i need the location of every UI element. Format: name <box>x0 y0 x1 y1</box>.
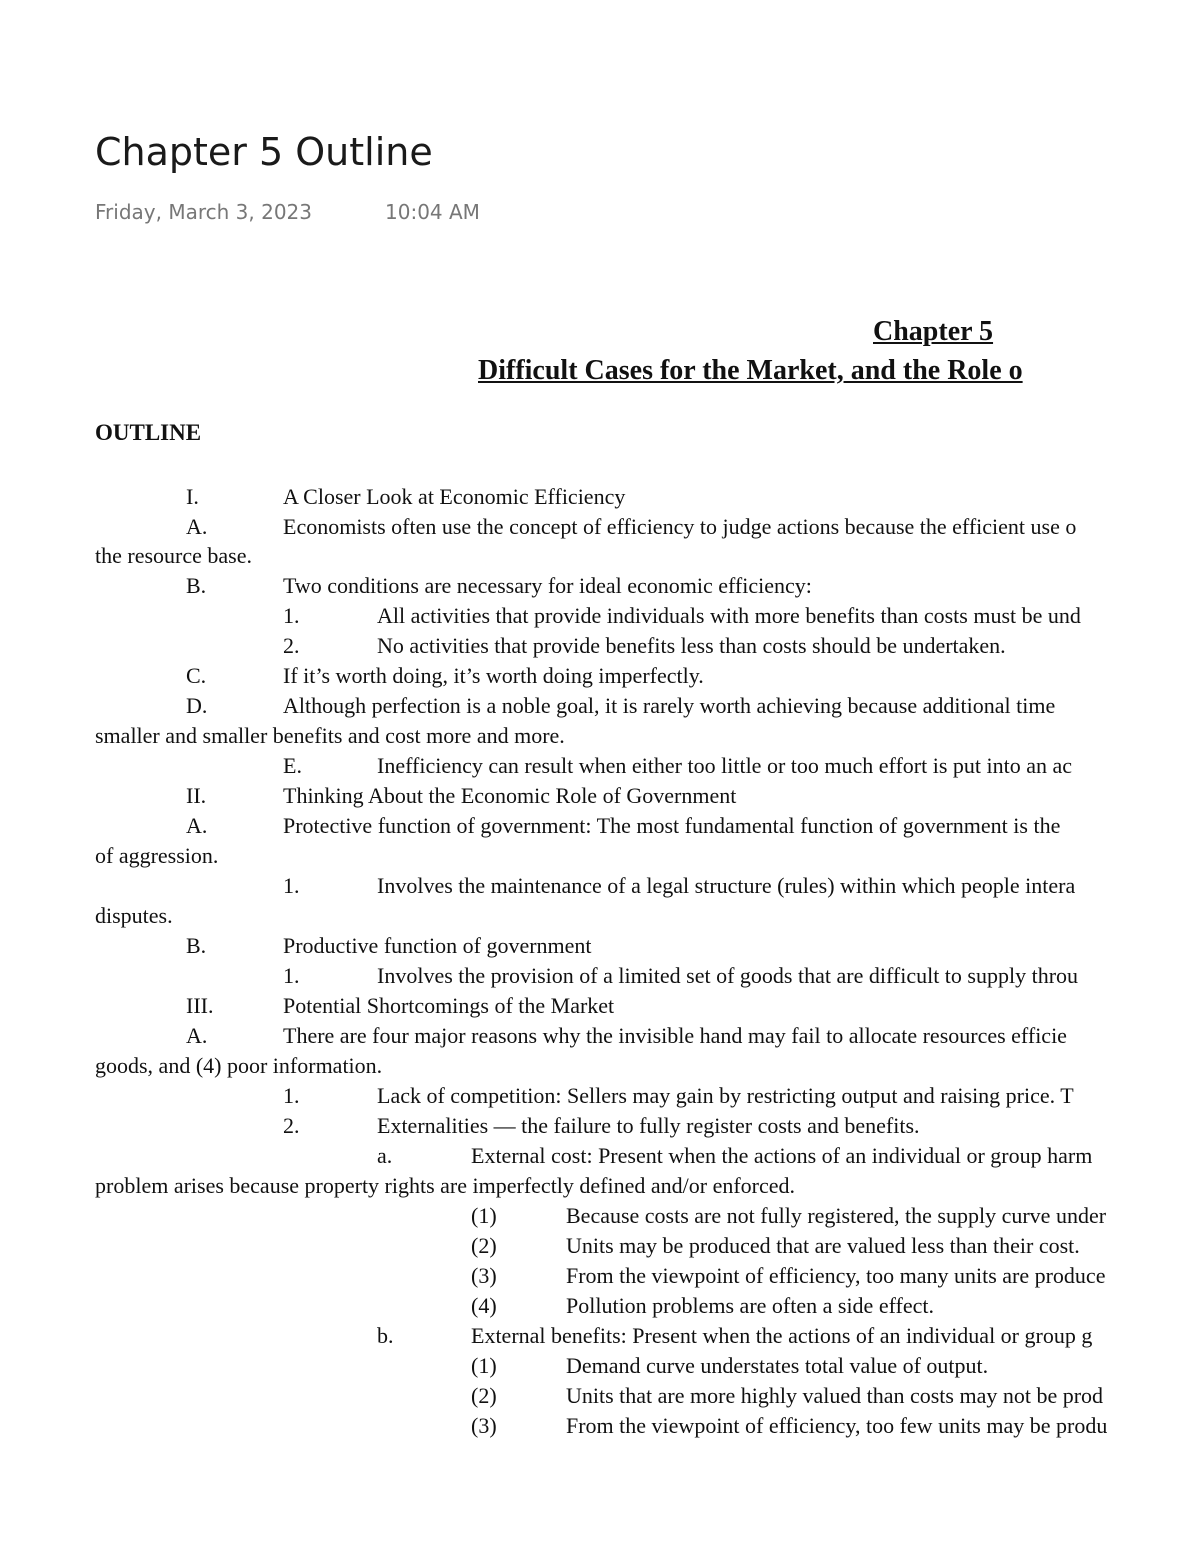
outline-line <box>0 841 1200 871</box>
outline-text: Because costs are not fully registered, the supply curve under <box>566 1203 1107 1228</box>
outline-text: External cost: Present when the actions of an individual or group harm <box>471 1143 1093 1168</box>
outline-line <box>0 961 1200 991</box>
outline-line <box>0 871 1200 901</box>
outline-line <box>0 1081 1200 1111</box>
outline-line <box>0 512 1200 542</box>
outline-line <box>0 781 1200 811</box>
outline-line <box>0 1051 1200 1081</box>
outline-line <box>0 1381 1200 1411</box>
outline-marker: (3) <box>471 1413 497 1438</box>
outline-marker: a. <box>377 1143 393 1168</box>
outline-text: Productive function of government <box>283 933 592 958</box>
outline-text: From the viewpoint of efficiency, too many units are produce <box>566 1263 1106 1288</box>
outline-line <box>0 661 1200 691</box>
outline-text: smaller and smaller benefits and cost more and more. <box>95 723 565 748</box>
outline-marker: 2. <box>283 1113 300 1138</box>
outline-marker: (1) <box>471 1353 497 1378</box>
outline-text: Demand curve understates total value of output. <box>566 1353 989 1378</box>
outline-line <box>0 1321 1200 1351</box>
outline-line <box>0 631 1200 661</box>
outline-text: Externalities — the failure to fully register costs and benefits. <box>377 1113 920 1138</box>
outline-marker: I. <box>186 484 199 509</box>
outline-text: of aggression. <box>95 843 219 868</box>
outline-marker: b. <box>377 1323 394 1348</box>
outline-marker: D. <box>186 693 208 718</box>
outline-marker: 2. <box>283 633 300 658</box>
outline-line <box>0 991 1200 1021</box>
outline-text: There are four major reasons why the invisible hand may fail to allocate resources efficie <box>283 1023 1067 1048</box>
outline-text: Economists often use the concept of efficiency to judge actions because the efficient use o <box>283 514 1077 539</box>
outline-text: A Closer Look at Economic Efficiency <box>283 484 626 509</box>
outline-marker: 1. <box>283 603 300 628</box>
outline-text: External benefits: Present when the actions of an individual or group g <box>471 1323 1093 1348</box>
outline-text: Inefficiency can result when either too little or too much effort is put into an ac <box>377 753 1073 778</box>
outline-line <box>0 751 1200 781</box>
outline-line <box>0 541 1200 571</box>
note-date: Friday, March 3, 2023 <box>95 200 312 224</box>
outline-marker: 1. <box>283 1083 300 1108</box>
outline-line <box>0 1291 1200 1321</box>
outline-marker: II. <box>186 783 207 808</box>
outline-text: goods, and (4) poor information. <box>95 1053 383 1078</box>
outline-marker: 1. <box>283 873 300 898</box>
outline-text: If it’s worth doing, it’s worth doing imperfectly. <box>283 663 704 688</box>
outline-line <box>0 1111 1200 1141</box>
outline-marker: (2) <box>471 1383 497 1408</box>
chapter-subtitle: Difficult Cases for the Market, and the Role o <box>478 355 1023 386</box>
outline-line <box>0 1261 1200 1291</box>
outline-line <box>0 931 1200 961</box>
outline-text: problem arises because property rights are imperfectly defined and/or enforced. <box>95 1173 796 1198</box>
outline-text: Protective function of government: The most fundamental function of government is the <box>283 813 1061 838</box>
outline-text: disputes. <box>95 903 173 928</box>
outline-marker: A. <box>186 813 208 838</box>
outline-marker: 1. <box>283 963 300 988</box>
outline-marker: (4) <box>471 1293 497 1318</box>
outline-marker: (3) <box>471 1263 497 1288</box>
outline-line <box>0 1231 1200 1261</box>
outline-line <box>0 1141 1200 1171</box>
outline-marker: B. <box>186 573 207 598</box>
outline-text: Potential Shortcomings of the Market <box>283 993 615 1018</box>
outline-label: OUTLINE <box>95 420 202 445</box>
outline-line <box>0 1171 1200 1201</box>
outline-text: All activities that provide individuals with more benefits than costs must be und <box>377 603 1081 628</box>
outline-text: No activities that provide benefits less than costs should be undertaken. <box>377 633 1006 658</box>
outline-marker: E. <box>283 753 302 778</box>
outline-line <box>0 721 1200 751</box>
outline-text: Units that are more highly valued than costs may not be prod <box>566 1383 1104 1408</box>
outline-text: Thinking About the Economic Role of Government <box>283 783 737 808</box>
outline-text: Lack of competition: Sellers may gain by restricting output and raising price. T <box>377 1083 1074 1108</box>
outline-text: Involves the provision of a limited set of goods that are difficult to supply throu <box>377 963 1079 988</box>
outline-text: Units may be produced that are valued less than their cost. <box>566 1233 1080 1258</box>
outline-text: Two conditions are necessary for ideal economic efficiency: <box>283 573 812 598</box>
note-time: 10:04 AM <box>385 200 480 224</box>
outline-line <box>0 691 1200 721</box>
outline-marker: III. <box>186 993 214 1018</box>
outline-line <box>0 482 1200 512</box>
outline-marker: (1) <box>471 1203 497 1228</box>
outline-marker: A. <box>186 1023 208 1048</box>
outline-line <box>0 901 1200 931</box>
outline-marker: C. <box>186 663 207 688</box>
chapter-heading: Chapter 5 <box>873 316 994 347</box>
outline-text: Pollution problems are often a side effect. <box>566 1293 934 1318</box>
outline-marker: B. <box>186 933 207 958</box>
outline-line <box>0 601 1200 631</box>
outline-text: From the viewpoint of efficiency, too few units may be produ <box>566 1413 1108 1438</box>
outline-line <box>0 571 1200 601</box>
outline-text: Involves the maintenance of a legal structure (rules) within which people intera <box>377 873 1076 898</box>
outline-text: Although perfection is a noble goal, it is rarely worth achieving because additional time <box>283 693 1056 718</box>
outline-text: the resource base. <box>95 543 252 568</box>
outline-line <box>0 1351 1200 1381</box>
note-title[interactable]: Chapter 5 Outline <box>95 130 433 174</box>
outline-line <box>0 1021 1200 1051</box>
outline-marker: (2) <box>471 1233 497 1258</box>
outline-line <box>0 811 1200 841</box>
outline-line <box>0 1201 1200 1231</box>
outline-line <box>0 1411 1200 1441</box>
outline-marker: A. <box>186 514 208 539</box>
